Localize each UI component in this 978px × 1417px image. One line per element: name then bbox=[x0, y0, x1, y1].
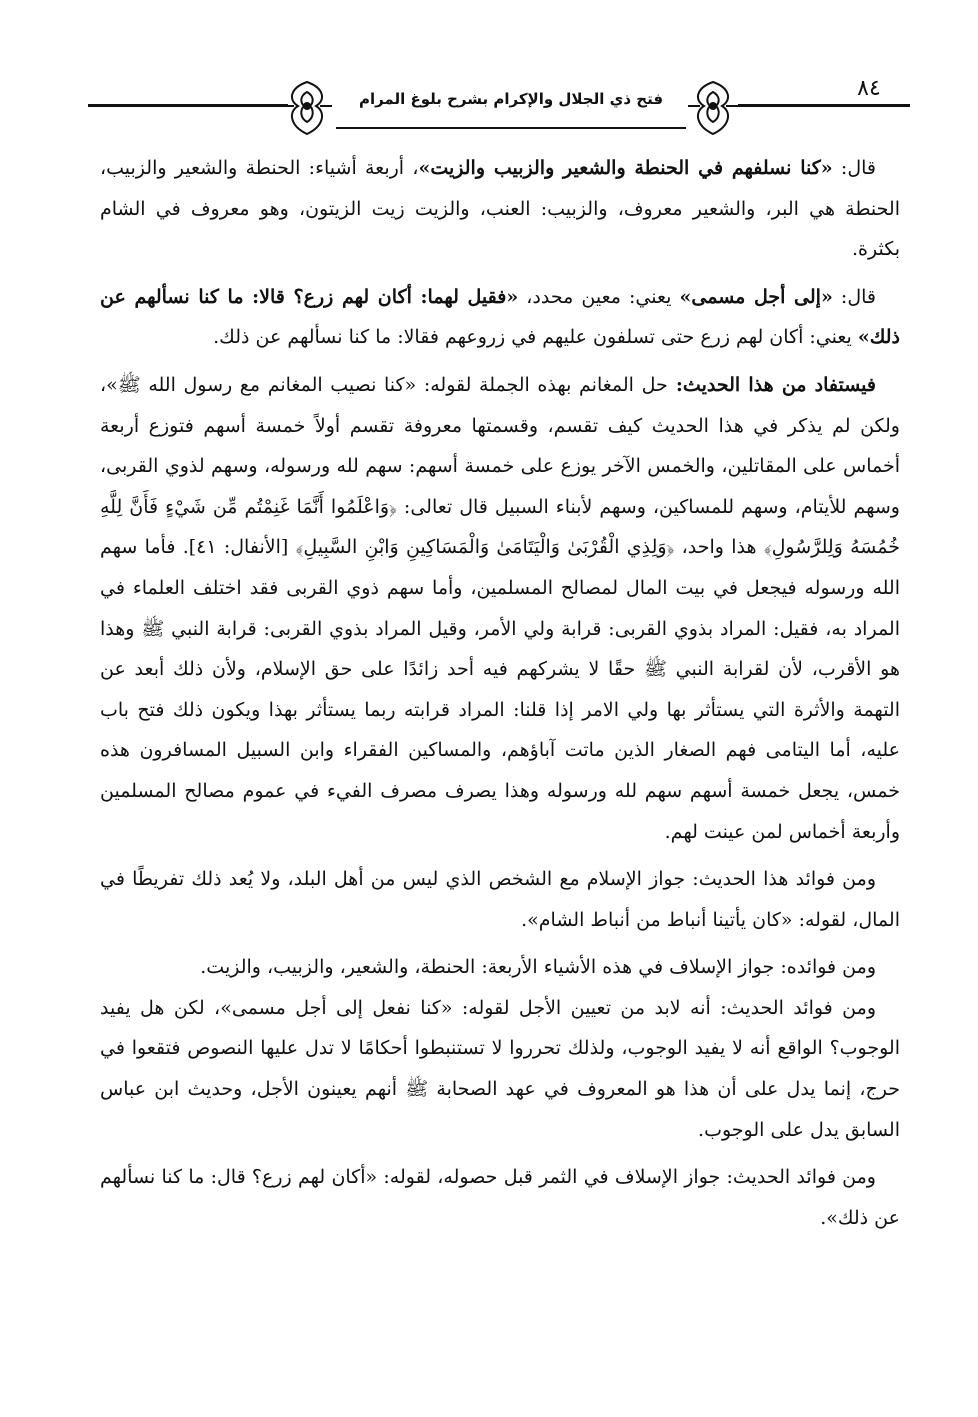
hadith-quote: «كنا نسلفهم في الحنطة والشعير والزبيب والزيت» bbox=[418, 157, 833, 179]
paragraph-text: هذا واحد، bbox=[674, 536, 764, 559]
paragraph-lead: قال: bbox=[832, 285, 876, 308]
paragraph-text: ، أربعة أشياء: الحنطة والشعير والزبيب، الحنطة هي البر، والشعير معروف، والزبيب: العنب، والزيت زيت الزيتون، وهو معروف في الشام بكثرة. bbox=[100, 157, 900, 261]
paragraph-text: حل المغانم بهذه الجملة لقوله: «كنا نصيب المغانم مع رسول الله ﷺ»، ولكن لم يذكر في هذا الحديث كيف تقسم، وقسمتها معروفة تقسم أولاً خمسة أسهم فتوزع أربعة أخماس على المقاتلين، والخمس الآخر يوزع على خمسة أسهم: سهم لله ورسوله، وسهم لذوي القربى، وسهم للأيتام، وسهم للمساكين، وسهم لأبناء السبيل قال تعالى: bbox=[100, 373, 900, 518]
paragraph bbox=[100, 365, 900, 852]
paragraph: ومن فوائده: جواز الإسلاف في هذه الأشياء الأربعة: الحنطة، والشعير، والزبيب، والزيت. bbox=[200, 956, 876, 979]
book-title: فتح ذي الجلال والإكرام بشرح بلوغ المرام bbox=[358, 90, 664, 108]
paragraph: ومن فوائد هذا الحديث: جواز الإسلام مع الشخص الذي ليس من أهل البلد، ولا يُعد ذلك تفريطًا في المال، لقوله: «كان يأتينا أنباط من أنباط الشام». bbox=[100, 868, 900, 931]
quran-verse: ﴿وَاعْلَمُوا أَنَّمَا غَنِمْتُم مِّن شَيْءٍ فَأَنَّ لِلَّهِ خُمُسَهُ وَلِلرَّسُولِ﴾ bbox=[100, 495, 900, 559]
page-body bbox=[100, 148, 900, 1245]
quran-verse: ﴿وَلِذِي الْقُرْبَىٰ وَالْيَتَامَىٰ وَالْمَسَاكِينِ وَابْنِ السَّبِيلِ﴾ bbox=[295, 536, 675, 559]
paragraph-lead: فيستفاد من هذا الحديث: bbox=[667, 373, 877, 396]
paragraph: ومن فوائد الحديث: جواز الإسلاف في الثمر قبل حصوله، لقوله: «أكان لهم زرع؟ قال: ما كنا نسألهم عن ذلك». bbox=[100, 1166, 900, 1229]
hadith-quote: «إلى أجل مسمى» bbox=[679, 285, 833, 308]
header-rule-under-title bbox=[336, 127, 686, 129]
paragraph-text: يعني: معين محدد، bbox=[518, 285, 680, 308]
ornament-icon bbox=[686, 78, 740, 138]
paragraph-text: . فأما سهم الله ورسوله فيجعل في بيت المال لمصالح المسلمين، وأما سهم ذوي القربى فقد اختلف العلماء في المراد به، فقيل: المراد بذوي القربى: قرابة ولي الأمر، وقيل المراد بذوي القربى: قرابة النبي ﷺ وهذا هو الأقرب، لأن لقرابة النبي ﷺ حقًا لا يشركهم فيه أحد زائدًا على حق الإسلام، ولأن ذلك أبعد عن التهمة والأثرة التي يستأثر بها ولي الامر إذا قلنا: المراد قرابته ربما يستأثر بهذا ويكون ذلك فتح باب عليه، أما اليتامى فهم الصغار الذين ماتت آباؤهم، والمساكين الفقراء وابن السبيل المسافرون هذه خمس، يجعل خمسة أسهم سهم لله ورسوله وهذا يصرف مصرف الفيء في عموم مصالح المسلمين وأربعة أخماس لمن عينت لهم. bbox=[100, 536, 900, 843]
hadith-quote: «فقيل لهما: أكان لهم زرع؟ قالا: ما كنا نسألهم عن ذلك» bbox=[100, 285, 900, 349]
header-rule-right bbox=[738, 104, 910, 107]
paragraph bbox=[100, 148, 900, 270]
page-header bbox=[88, 78, 910, 140]
paragraph-lead: قال: bbox=[832, 157, 876, 179]
page-number: ٨٤ bbox=[857, 76, 881, 101]
paragraph bbox=[100, 277, 900, 358]
paragraph: ومن فوائد الحديث: أنه لابد من تعيين الأجل لقوله: «كنا نفعل إلى أجل مسمى»، لكن هل يفيد الوجوب؟ الواقع أنه لا يفيد الوجوب، ولذلك تحرروا لا تستنبطوا أحكامًا لا تدل عليها النصوص فتقعوا في حرج، إنما يدل على أن هذا هو المعروف في عهد الصحابة ﷺ أنهم يعينون الأجل، وحديث ابن عباس السابق يدل على الوجوب. bbox=[100, 996, 900, 1141]
verse-reference: [الأنفال: ٤١] bbox=[188, 536, 296, 559]
ornament-icon bbox=[280, 78, 334, 138]
paragraph-text: يعني: أكان لهم زرع حتى تسلفون عليهم في زروعهم فقالا: ما كنا نسألهم عن ذلك. bbox=[213, 326, 858, 349]
header-rule-left bbox=[88, 104, 288, 107]
